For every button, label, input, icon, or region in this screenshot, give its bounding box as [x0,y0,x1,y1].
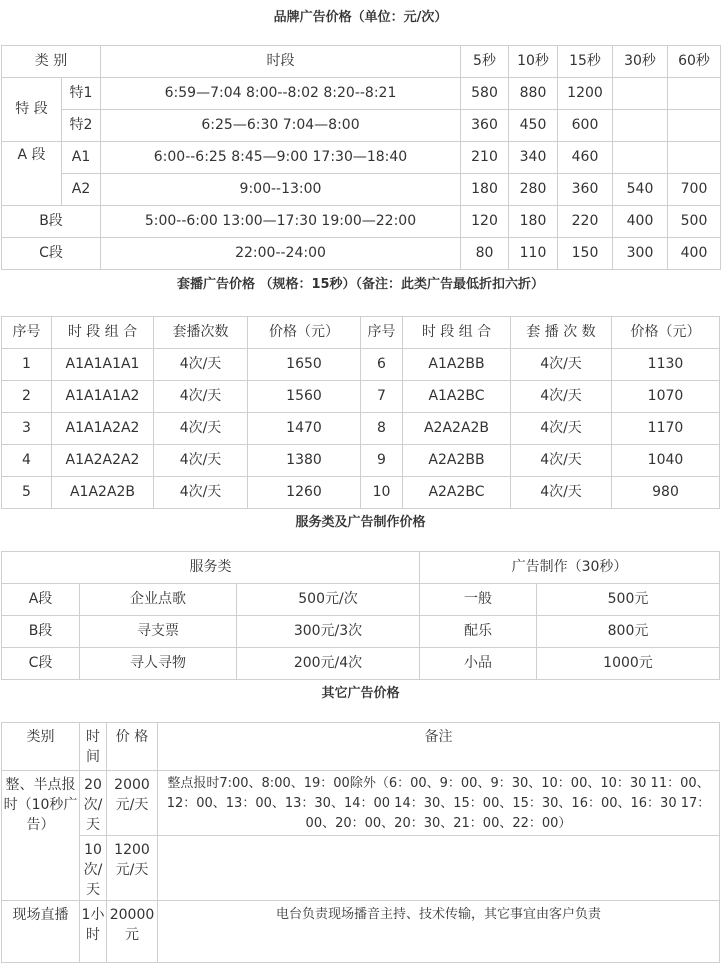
price-30s: 400 [613,206,668,238]
table-cell: 500元/次 [237,584,420,616]
table-cell: 4次/天 [154,381,248,413]
table-cell: 3 [2,413,52,445]
table-cell: C段 [2,648,80,680]
table-cell: 4次/天 [511,349,612,381]
table-row [2,238,721,270]
table-cell: 4次/天 [154,349,248,381]
brand-price-table [1,45,721,270]
price-5s: 580 [461,78,509,110]
price-5s: 120 [461,206,509,238]
table-cell: A1A1A1A2 [52,381,154,413]
subcategory-cell: 特2 [62,110,101,142]
price-10s: 340 [509,142,558,174]
category-cell: B段 [2,206,101,238]
price-15s: 360 [558,174,613,206]
time-cell: 6:25—6:30 7:04—8:00 [101,110,461,142]
price-10s: 180 [509,206,558,238]
price-10s: 450 [509,110,558,142]
category-cell: 特 段 [2,78,62,142]
table-cell: 500元 [537,584,720,616]
table-cell: 1130 [612,349,720,381]
price-30s: 540 [613,174,668,206]
time-cell: 5:00--6:00 13:00—17:30 19:00—22:00 [101,206,461,238]
table-cell: 1040 [612,445,720,477]
table-cell: 800元 [537,616,720,648]
table-row [2,110,721,142]
subcategory-cell: A2 [62,174,101,206]
header-note: 备注 [158,723,720,771]
table-cell: 一般 [420,584,537,616]
table-cell: 4次/天 [511,413,612,445]
table-cell: A1A2A2A2 [52,445,154,477]
table-row [2,78,721,110]
time-cell: 1小时 [80,901,107,963]
price-5s: 360 [461,110,509,142]
price-15s: 150 [558,238,613,270]
table-cell: 寻人寻物 [80,648,237,680]
header-category: 类 别 [2,46,101,78]
table-cell: 4次/天 [154,477,248,509]
table-cell: 1000元 [537,648,720,680]
table-cell: 5 [2,477,52,509]
table-cell: A2A2A2B [403,413,511,445]
price-15s: 600 [558,110,613,142]
table-cell: A2A2BB [403,445,511,477]
price-10s: 280 [509,174,558,206]
table-cell: 4次/天 [511,445,612,477]
table-row [2,584,720,616]
table-cell: 1170 [612,413,720,445]
category-cell: 现场直播 [2,901,80,963]
price-60s [668,142,721,174]
header-60s: 60秒 [668,46,721,78]
table-cell: 4次/天 [154,413,248,445]
table-cell: 8 [361,413,403,445]
header-category: 类别 [2,723,80,771]
header-time: 时段 [101,46,461,78]
table-cell: A2A2BC [403,477,511,509]
category-cell: A 段 [2,142,62,206]
price-15s: 460 [558,142,613,174]
table-cell: 小品 [420,648,537,680]
table-cell: 4次/天 [154,445,248,477]
service-price-table [1,551,720,680]
table-row [2,142,721,174]
price-30s: 300 [613,238,668,270]
header-combination: 时 段 组 合 [52,317,154,349]
price-cell: 20000元 [107,901,158,963]
table-cell: 1070 [612,381,720,413]
table-row [2,174,721,206]
table-header-row [2,317,720,349]
table-row [2,901,720,963]
table-cell: 300元/3次 [237,616,420,648]
table-cell: 1380 [248,445,361,477]
price-5s: 210 [461,142,509,174]
time-cell: 9:00--13:00 [101,174,461,206]
table-cell: 200元/4次 [237,648,420,680]
header-production: 广告制作（30秒） [420,552,720,584]
table-cell: A1A2BC [403,381,511,413]
header-time: 时间 [80,723,107,771]
header-30s: 30秒 [613,46,668,78]
table-header-row [2,723,720,771]
service-price-title: 服务类及广告制作价格 [295,515,426,530]
note-cell: 电台负责现场播音主持、技术传输，其它事宜由客户负责 [158,901,720,963]
subcategory-cell: 特1 [62,78,101,110]
time-cell: 6:00--6:25 8:45—9:00 17:30—18:40 [101,142,461,174]
header-services: 服务类 [2,552,420,584]
table-row [2,349,720,381]
other-price-title: 其它广告价格 [321,686,400,701]
table-cell: A1A1A1A1 [52,349,154,381]
table-cell: 4次/天 [511,477,612,509]
price-60s: 700 [668,174,721,206]
table-row [2,445,720,477]
header-plays: 套播次数 [154,317,248,349]
price-60s: 500 [668,206,721,238]
table-cell: 1260 [248,477,361,509]
table-cell: 1560 [248,381,361,413]
header-15s: 15秒 [558,46,613,78]
table-cell: 1 [2,349,52,381]
price-60s [668,110,721,142]
category-cell: C段 [2,238,101,270]
price-cell: 2000元/天 [107,771,158,836]
price-30s [613,142,668,174]
table-cell: 9 [361,445,403,477]
time-cell: 22:00--24:00 [101,238,461,270]
table-header-row [2,46,721,78]
price-30s [613,78,668,110]
time-cell: 20次/天 [80,771,107,836]
header-index: 序号 [361,317,403,349]
price-30s [613,110,668,142]
header-combination: 时 段 组 合 [403,317,511,349]
header-price: 价 格 [107,723,158,771]
table-row [2,648,720,680]
price-15s: 1200 [558,78,613,110]
note-cell: 整点报时7:00、8:00、19：00除外（6：00、9：00、9：30、10：00、10：30 11：00、12：00、13：00、13：30、14：00 14：30、15：00、15：30、16：00、16：30 17：00、20：00、20：30、21：00、22：00） [158,771,720,836]
header-price: 价格（元） [248,317,361,349]
table-cell: B段 [2,616,80,648]
table-row [2,413,720,445]
table-cell: 10 [361,477,403,509]
table-header-row [2,552,720,584]
header-5s: 5秒 [461,46,509,78]
table-row [2,771,720,836]
table-cell: 配乐 [420,616,537,648]
table-cell: 1470 [248,413,361,445]
other-price-table [1,722,720,963]
table-cell: A1A2BB [403,349,511,381]
price-60s: 400 [668,238,721,270]
table-row [2,836,720,901]
table-row [2,616,720,648]
header-price: 价格（元） [612,317,720,349]
price-5s: 180 [461,174,509,206]
price-5s: 80 [461,238,509,270]
table-cell: A1A2A2B [52,477,154,509]
time-cell: 10次/天 [80,836,107,901]
package-price-title: 套播广告价格 （规格：15秒）（备注：此类广告最低折扣六折） [176,277,545,292]
table-cell: 4次/天 [511,381,612,413]
price-15s: 220 [558,206,613,238]
header-10s: 10秒 [509,46,558,78]
table-cell: 1650 [248,349,361,381]
price-10s: 110 [509,238,558,270]
header-index: 序号 [2,317,52,349]
package-price-table [1,316,720,509]
subcategory-cell: A1 [62,142,101,174]
table-cell: 企业点歌 [80,584,237,616]
category-cell: 整、半点报时（10秒广告） [2,771,80,901]
price-60s [668,78,721,110]
table-cell: A1A1A2A2 [52,413,154,445]
price-10s: 880 [509,78,558,110]
brand-price-title: 品牌广告价格（单位：元/次） [273,10,448,25]
price-cell: 1200元/天 [107,836,158,901]
time-cell: 6:59—7:04 8:00--8:02 8:20--8:21 [101,78,461,110]
table-cell: 980 [612,477,720,509]
table-cell: 6 [361,349,403,381]
table-row [2,477,720,509]
table-cell: 4 [2,445,52,477]
header-plays: 套 播 次 数 [511,317,612,349]
table-row [2,381,720,413]
table-cell: 寻支票 [80,616,237,648]
table-cell: 2 [2,381,52,413]
table-row [2,206,721,238]
table-cell: 7 [361,381,403,413]
table-cell: A段 [2,584,80,616]
note-cell [158,836,720,901]
